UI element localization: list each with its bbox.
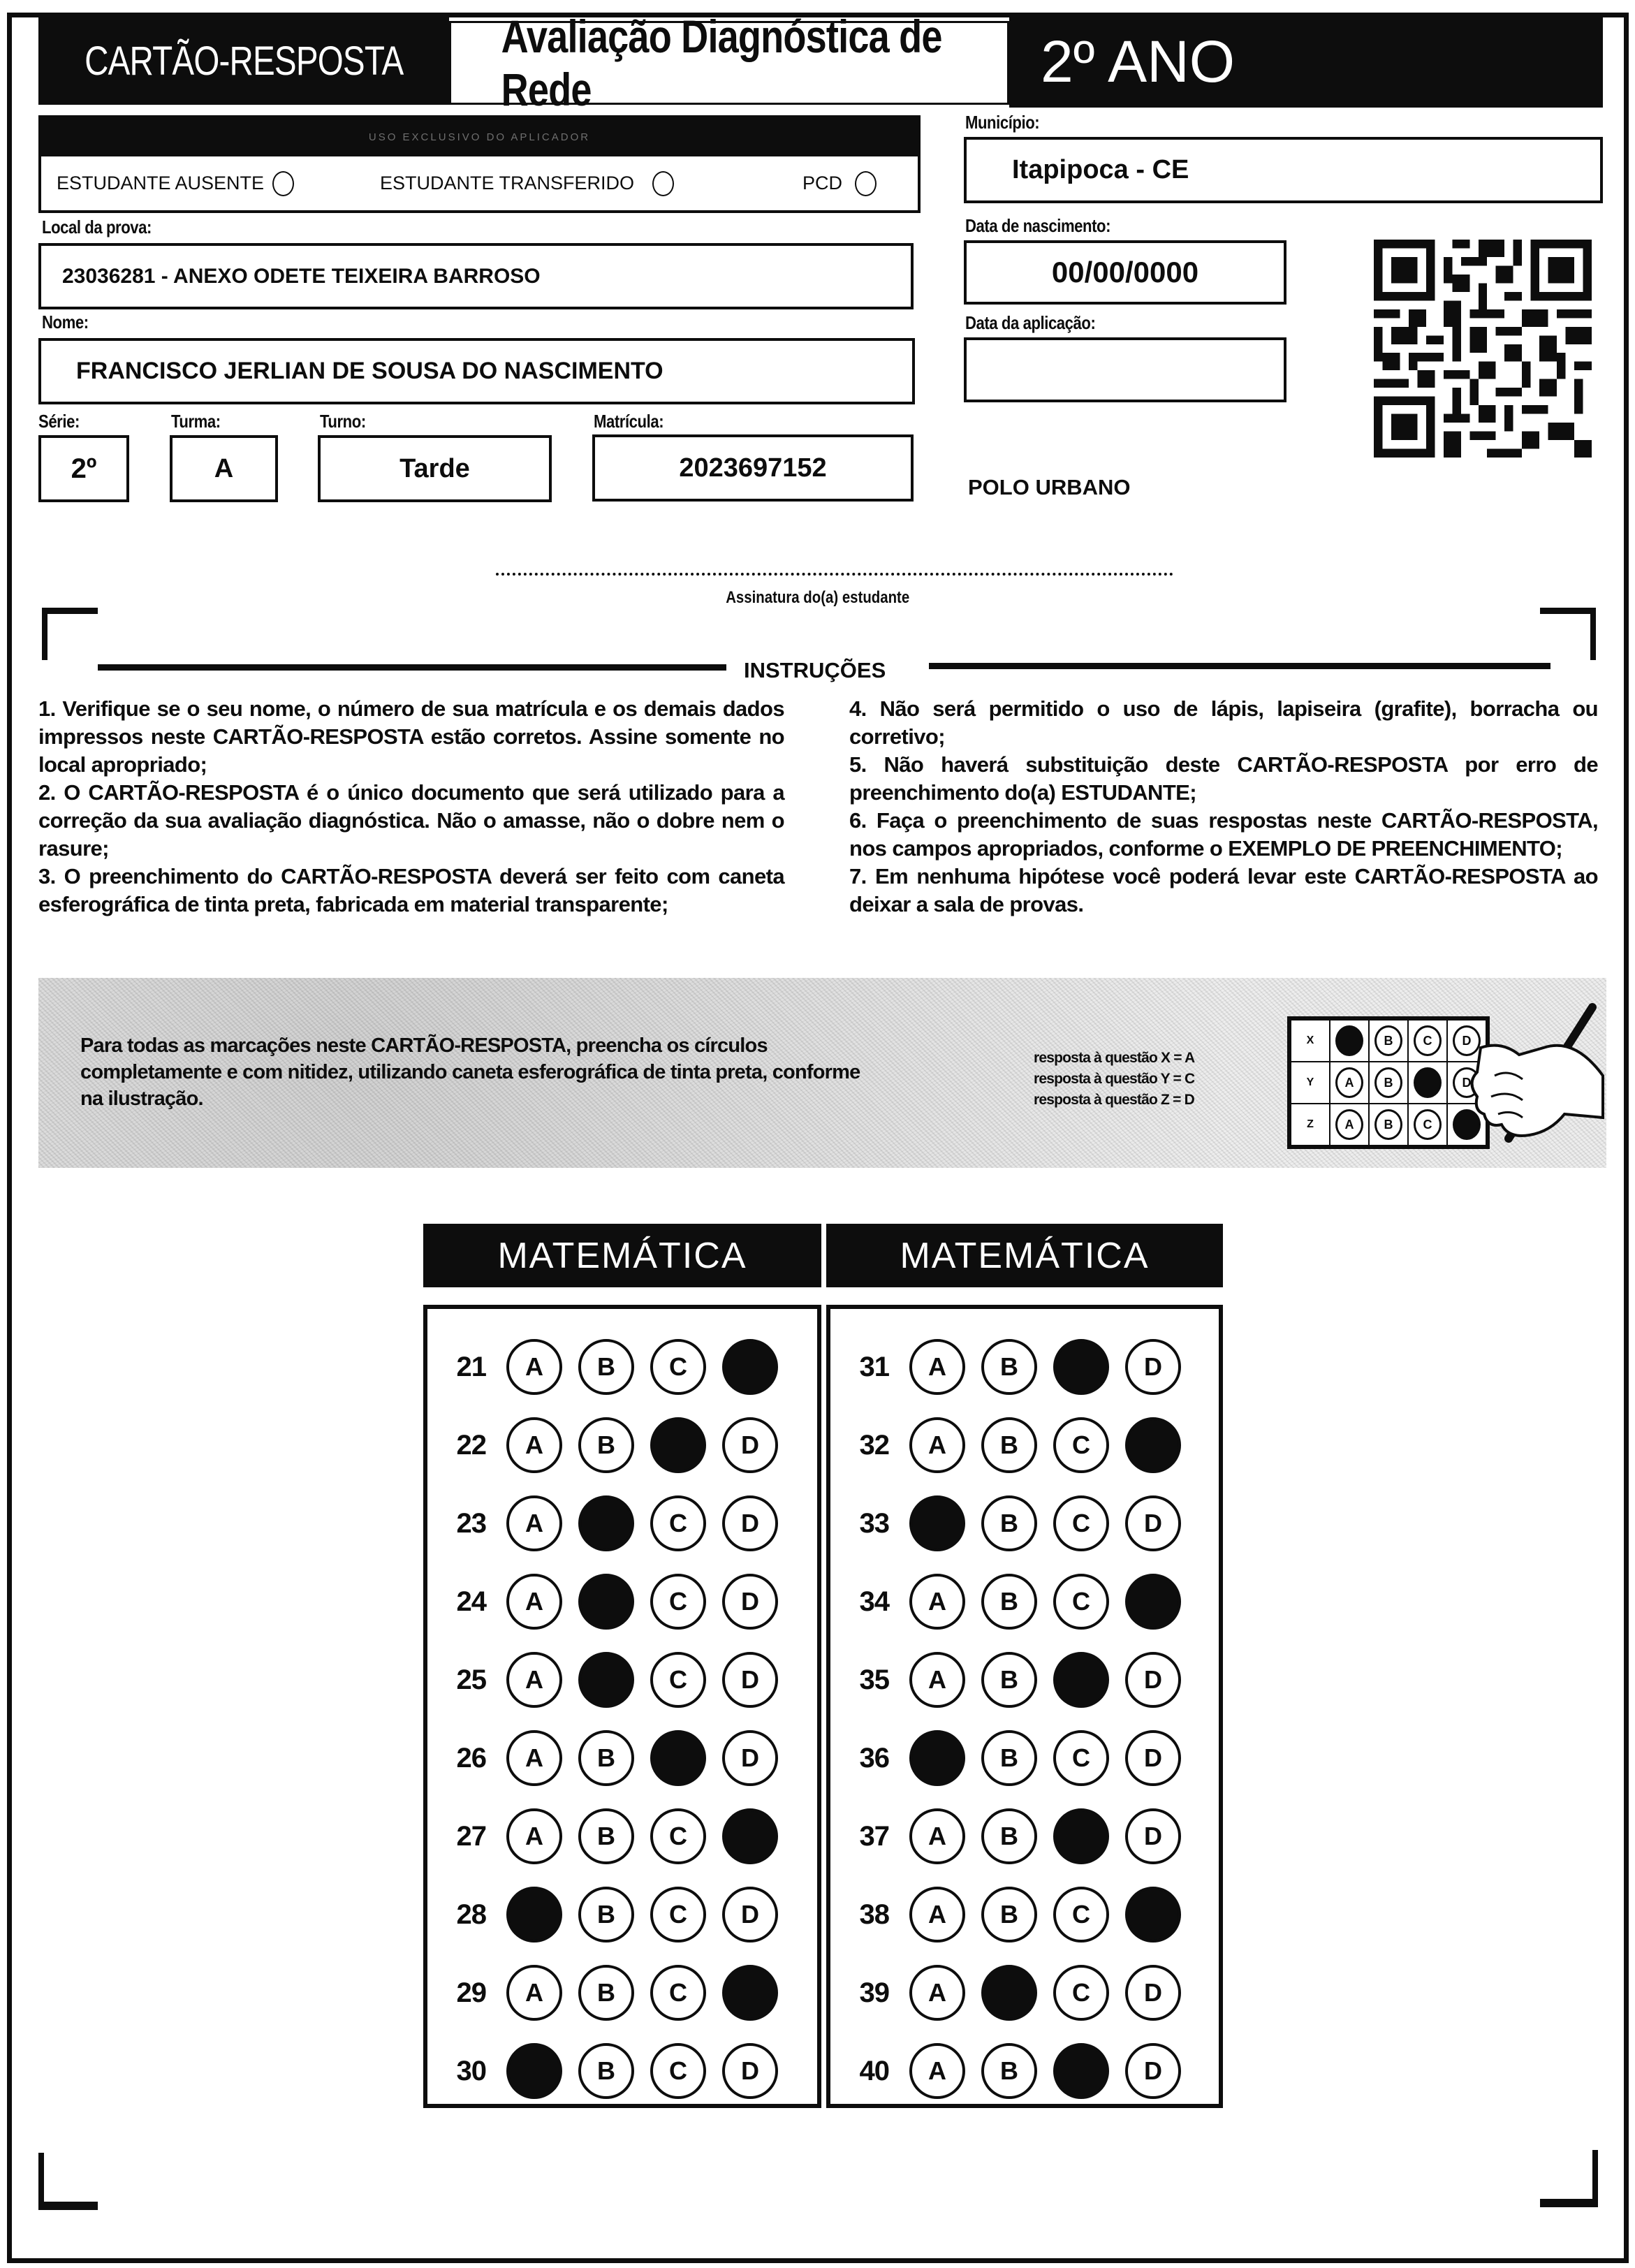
instruction-item: 5. Não haverá substituição deste CARTÃO-RESPOSTA por erro de preenchimento do(a) ESTUDANTE; [849,752,1598,805]
answer-bubble-b[interactable]: B [981,1495,1037,1551]
answer-bubble-b[interactable]: B [578,1887,634,1943]
answer-bubble-filled[interactable] [1125,1574,1181,1630]
section-title: MATEMÁTICA [900,1235,1150,1276]
grade-banner [1009,15,1603,108]
answer-bubble-a[interactable]: A [909,1339,965,1395]
example-row-label: X [1291,1020,1330,1062]
nome-value: FRANCISCO JERLIAN DE SOUSA DO NASCIMENTO [76,358,663,384]
answer-bubble-c[interactable]: C [1053,1965,1109,2021]
fill-example-legend [1034,1048,1194,1111]
instruction-item: 3. O preenchimento do CARTÃO-RESPOSTA deverá ser feito com caneta esferográfica de tinta preta, fabricada em material transparente; [38,864,784,916]
turno-field [318,435,552,502]
question-number: 32 [859,1429,889,1461]
answer-bubble-a[interactable]: A [909,2043,965,2099]
answer-grid-1 [423,1305,821,2108]
question-row [830,1332,1219,1402]
polo-label: POLO URBANO [968,475,1131,499]
card-label: CARTÃO-RESPOSTA [84,38,404,84]
answer-bubble-filled[interactable] [578,1574,634,1630]
answer-bubble-filled[interactable] [1053,1339,1109,1395]
answer-bubble-a[interactable]: A [506,1730,562,1786]
answer-bubble-filled[interactable] [578,1495,634,1551]
corner-mark-top-left [42,608,98,614]
question-row [427,1723,817,1793]
question-row [830,1801,1219,1871]
question-row [830,1410,1219,1480]
card-type-banner [38,17,449,105]
answer-bubble-a[interactable]: A [506,1339,562,1395]
answer-grid-2 [826,1305,1223,2108]
nascimento-value: 00/00/0000 [1051,256,1199,288]
bubble-icon: A [1335,1109,1363,1140]
instruction-item: 7. Em nenhuma hipótese você poderá levar este CARTÃO-RESPOSTA ao deixar a sala de provas. [849,864,1598,916]
serie-field [38,435,129,502]
section-header-matematica-2 [826,1224,1223,1287]
answer-bubble-d[interactable]: D [1125,2043,1181,2099]
bubble-icon: A [1335,1067,1363,1098]
question-row [427,1958,817,2028]
question-row [427,1645,817,1715]
question-row [830,2036,1219,2106]
answer-bubble-b[interactable]: B [578,1730,634,1786]
corner-mark-bottom-left [38,2202,98,2210]
question-number: 37 [859,1820,889,1852]
answer-bubble-c[interactable]: C [650,1339,706,1395]
answer-bubble-c[interactable]: C [650,1808,706,1864]
municipio-field [964,137,1603,203]
bubble-icon: D [1453,1067,1481,1098]
question-row [427,1332,817,1402]
answer-bubble-b[interactable]: B [981,1730,1037,1786]
serie-value: 2º [71,453,97,484]
section-title: MATEMÁTICA [497,1235,747,1276]
option-label: ESTUDANTE AUSENTE [57,173,265,193]
question-number: 22 [456,1429,486,1461]
question-number: 28 [456,1898,486,1930]
answer-bubble-a[interactable]: A [909,1887,965,1943]
applicator-box [38,115,921,213]
municipio-value: Itapipoca - CE [1012,155,1189,184]
turma-label: Turma: [171,411,221,432]
example-row-label: Z [1291,1104,1330,1146]
answer-bubble-a[interactable]: A [506,1574,562,1630]
corner-mark-top-left [42,608,47,660]
question-number: 31 [859,1351,889,1382]
qr-code-icon [1372,240,1593,458]
answer-bubble-c[interactable]: C [650,1887,706,1943]
instruction-item: 1. Verifique se o seu nome, o número de sua matrícula e os demais dados impressos neste CARTÃO-RESPOSTA estão corretos. Assine somente no local apropriado; [38,696,784,777]
answer-bubble-c[interactable]: C [650,1965,706,2021]
section-header-matematica-1 [423,1224,821,1287]
turno-value: Tarde [399,453,470,483]
aplicacao-label: Data da aplicação: [965,312,1096,333]
grade-label: 2º ANO [1041,28,1236,94]
question-number: 26 [456,1742,486,1773]
filled-bubble-icon [1335,1025,1363,1056]
turma-value: A [214,453,234,483]
instruction-item: 4. Não será permitido o uso de lápis, lapiseira (grafite), borracha ou corretivo; [849,696,1598,749]
option-estudante-transferido[interactable] [380,171,674,196]
question-number: 36 [859,1742,889,1773]
nascimento-label: Data de nascimento: [965,215,1111,236]
answer-bubble-a[interactable]: A [506,1808,562,1864]
aplicacao-field [964,337,1286,402]
answer-bubble-c[interactable]: C [1053,1730,1109,1786]
municipio-label: Município: [965,112,1040,133]
corner-mark-top-right [1590,608,1596,660]
answer-bubble-filled[interactable] [578,1652,634,1708]
corner-mark-top-right [1540,608,1596,614]
answer-bubble-b[interactable]: B [981,1887,1037,1943]
answer-bubble-filled[interactable] [722,1808,778,1864]
answer-bubble-b[interactable]: B [981,2043,1037,2099]
answer-bubble-filled[interactable] [506,1887,562,1943]
instructions-title: INSTRUÇÕES [744,658,886,682]
answer-bubble-d[interactable]: D [722,1730,778,1786]
bubble-icon: B [1374,1109,1402,1140]
question-number: 25 [456,1664,486,1695]
answer-bubble-filled[interactable] [1125,1887,1181,1943]
answer-bubble-filled[interactable] [1053,1808,1109,1864]
answer-bubble-a[interactable]: A [506,1965,562,2021]
answer-bubble-a[interactable]: A [909,1652,965,1708]
question-number: 33 [859,1507,889,1539]
answer-bubble-a[interactable]: A [506,1417,562,1473]
question-row [427,1410,817,1480]
radio-circle-icon[interactable] [855,171,877,196]
legend-line: resposta à questão Z = D [1034,1092,1194,1108]
question-row [427,1880,817,1949]
signature-line[interactable] [496,573,1173,576]
instructions-rule-right [929,663,1550,669]
answer-bubble-filled[interactable] [981,1965,1037,2021]
local-label: Local da prova: [42,217,152,237]
instruction-item: 2. O CARTÃO-RESPOSTA é o único documento que será utilizado para a correção da sua avaliação diagnóstica. Não o amasse, não o dobre nem o rasure; [38,780,784,861]
applicator-options [41,156,918,210]
exam-title: Avaliação Diagnóstica de Rede [501,10,942,115]
answer-bubble-filled[interactable] [1053,2043,1109,2099]
question-row [830,1488,1219,1558]
applicator-strip-label: USO EXCLUSIVO DO APLICADOR [368,131,591,143]
question-row [830,1723,1219,1793]
answer-bubble-c[interactable]: C [650,1652,706,1708]
answer-bubble-d[interactable]: D [1125,1339,1181,1395]
answer-bubble-c[interactable]: C [650,1495,706,1551]
legend-line: resposta à questão Y = C [1034,1071,1195,1087]
fill-example-text: Para todas as marcações neste CARTÃO-RESPOSTA, preencha os círculos completamente e com nitidez, utilizando caneta esferográfica de tinta preta, conforme na ilustração. [80,1034,860,1110]
applicator-strip [41,118,918,156]
matricula-field [592,434,914,502]
question-row [427,1567,817,1637]
exam-title-box [449,10,1009,115]
answer-bubble-d[interactable]: D [1125,1808,1181,1864]
question-row [830,1567,1219,1637]
bubble-icon: C [1414,1109,1442,1140]
answer-bubble-b[interactable]: B [578,2043,634,2099]
answer-bubble-b[interactable]: B [981,1339,1037,1395]
answer-bubble-c[interactable]: C [1053,1495,1109,1551]
example-row-label: Y [1291,1062,1330,1104]
question-number: 38 [859,1898,889,1930]
answer-bubble-filled[interactable] [1053,1652,1109,1708]
answer-bubble-b[interactable]: B [981,1574,1037,1630]
option-pcd[interactable] [802,171,877,196]
answer-bubble-d[interactable]: D [1125,1652,1181,1708]
question-row [427,1801,817,1871]
question-number: 23 [456,1507,486,1539]
answer-bubble-a[interactable]: A [909,1965,965,2021]
bubble-icon: B [1374,1067,1402,1098]
radio-circle-icon[interactable] [652,171,674,196]
answer-bubble-c[interactable]: C [650,2043,706,2099]
answer-bubble-d[interactable]: D [722,1417,778,1473]
question-row [830,1958,1219,2028]
answer-bubble-a[interactable]: A [909,1808,965,1864]
question-number: 40 [859,2055,889,2086]
answer-bubble-filled[interactable] [909,1730,965,1786]
answer-bubble-d[interactable]: D [1125,1495,1181,1551]
question-row [427,2036,817,2106]
answer-bubble-c[interactable]: C [1053,1417,1109,1473]
answer-bubble-filled[interactable] [722,1965,778,2021]
answer-bubble-filled[interactable] [506,2043,562,2099]
answer-bubble-filled[interactable] [722,1339,778,1395]
answer-bubble-filled[interactable] [650,1417,706,1473]
bubble-icon: C [1414,1025,1442,1056]
answer-bubble-a[interactable]: A [909,1417,965,1473]
answer-bubble-d[interactable]: D [722,1574,778,1630]
question-number: 29 [456,1977,486,2008]
question-number: 34 [859,1586,889,1617]
matricula-value: 2023697152 [679,453,827,483]
instructions-left-column [38,695,784,919]
answer-bubble-d[interactable]: D [722,1495,778,1551]
question-number: 21 [456,1351,486,1382]
answer-bubble-c[interactable]: C [650,1574,706,1630]
answer-bubble-c[interactable]: C [1053,1887,1109,1943]
serie-label: Série: [38,411,80,432]
answer-bubble-filled[interactable] [650,1730,706,1786]
signature-label: Assinatura do(a) estudante [726,588,909,607]
answer-bubble-b[interactable]: B [578,1965,634,2021]
nome-label: Nome: [42,312,89,332]
filled-bubble-icon [1414,1067,1442,1098]
question-row [830,1880,1219,1949]
bubble-icon: B [1374,1025,1402,1056]
turma-field [170,435,278,502]
question-number: 30 [456,2055,486,2086]
question-number: 35 [859,1664,889,1695]
question-number: 27 [456,1820,486,1852]
answer-bubble-b[interactable]: B [981,1417,1037,1473]
hand-with-pen-icon [1453,999,1606,1159]
radio-circle-icon[interactable] [272,171,294,196]
answer-bubble-filled[interactable] [909,1495,965,1551]
legend-line: resposta à questão X = A [1034,1050,1195,1066]
matricula-label: Matrícula: [594,411,664,432]
local-value: 23036281 - ANEXO ODETE TEIXEIRA BARROSO [62,264,541,288]
nascimento-field [964,240,1286,305]
nome-field [38,338,915,404]
local-field [38,243,914,309]
answer-bubble-a[interactable]: A [909,1574,965,1630]
question-row [830,1645,1219,1715]
question-row [427,1488,817,1558]
option-estudante-ausente[interactable] [57,171,294,196]
bubble-icon: D [1453,1025,1481,1056]
turno-label: Turno: [320,411,366,432]
answer-bubble-d[interactable]: D [722,1652,778,1708]
option-label: ESTUDANTE TRANSFERIDO [380,173,635,193]
answer-bubble-a[interactable]: A [506,1495,562,1551]
answer-bubble-d[interactable]: D [722,1887,778,1943]
instructions-rule-left [98,664,726,671]
answer-bubble-b[interactable]: B [578,1339,634,1395]
answer-bubble-b[interactable]: B [981,1652,1037,1708]
corner-mark-bottom-right [1540,2199,1598,2207]
answer-bubble-filled[interactable] [1125,1417,1181,1473]
answer-bubble-a[interactable]: A [506,1652,562,1708]
answer-bubble-d[interactable]: D [722,2043,778,2099]
answer-bubble-b[interactable]: B [578,1417,634,1473]
instruction-item: 6. Faça o preenchimento de suas respostas neste CARTÃO-RESPOSTA, nos campos apropriados, conforme o EXEMPLO DE PREENCHIMENTO; [849,808,1598,861]
question-number: 24 [456,1586,486,1617]
question-number: 39 [859,1977,889,2008]
answer-bubble-b[interactable]: B [981,1808,1037,1864]
instructions-right-column [849,695,1598,919]
option-label: PCD [802,173,843,193]
answer-bubble-d[interactable]: D [1125,1730,1181,1786]
answer-bubble-d[interactable]: D [1125,1965,1181,2021]
answer-bubble-b[interactable]: B [578,1808,634,1864]
answer-bubble-c[interactable]: C [1053,1574,1109,1630]
